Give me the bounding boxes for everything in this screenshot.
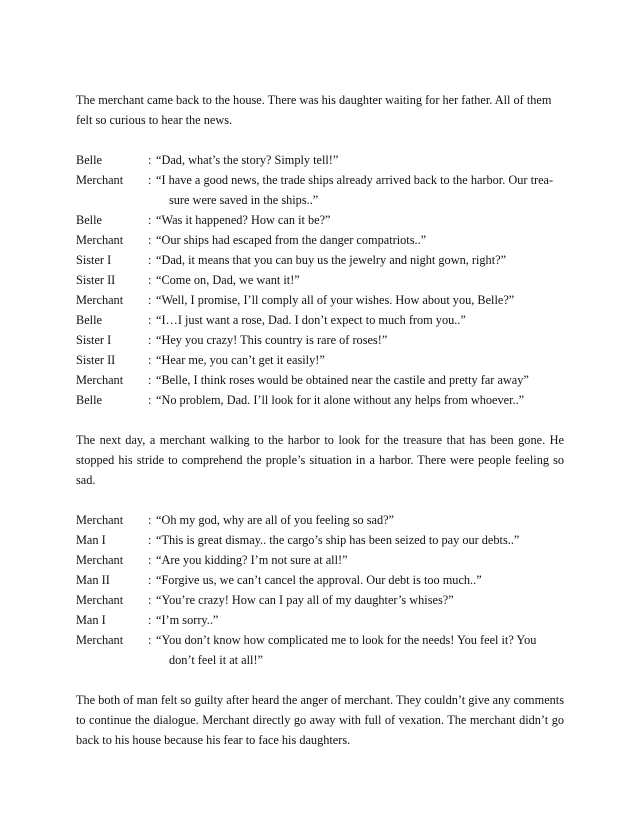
dialogue-line xyxy=(76,250,564,270)
speaker-name: Sister II xyxy=(76,273,116,287)
speech-text xyxy=(156,530,564,550)
speaker-colon: : xyxy=(148,533,152,547)
speech-line: “Our ships had escaped from the danger compatriots..” xyxy=(156,233,427,247)
speaker-name: Man I xyxy=(76,613,106,627)
dialogue-line xyxy=(76,310,564,330)
dialogue-line xyxy=(76,210,564,230)
speaker-name: Merchant xyxy=(76,233,124,247)
speaker-colon: : xyxy=(148,593,152,607)
next-day-paragraph: The next day, a merchant walking to the harbor to look for the treasure that has been gone. He stopped his stride to comprehend the prople’s situation in a harbor. There were people feeling so sad. xyxy=(76,433,564,487)
speaker-colon: : xyxy=(148,513,152,527)
dialogue-line xyxy=(76,270,564,290)
speech-text xyxy=(156,510,564,530)
speech-line: “Belle, I think roses would be obtained near the castile and pretty far away” xyxy=(156,373,529,387)
dialogue-line xyxy=(76,290,564,310)
speaker-colon: : xyxy=(148,573,152,587)
speech-text xyxy=(156,170,564,210)
speech-line: “Was it happened? How can it be?” xyxy=(156,213,331,227)
speech-text xyxy=(156,310,564,330)
speaker-name: Sister II xyxy=(76,353,116,367)
speech-text xyxy=(156,210,564,230)
speech-continuation: sure were saved in the ships..” xyxy=(169,193,319,207)
dialogue-block-harbor xyxy=(76,510,564,670)
speech-line: “Dad, what’s the story? Simply tell!” xyxy=(156,153,339,167)
speech-text xyxy=(156,250,564,270)
dialogue-line xyxy=(76,630,564,670)
speech-text xyxy=(156,350,564,370)
speech-text xyxy=(156,150,564,170)
speaker-colon: : xyxy=(148,213,152,227)
speaker-colon: : xyxy=(148,373,152,387)
speech-text xyxy=(156,330,564,350)
document-page xyxy=(76,90,564,750)
speaker-name: Belle xyxy=(76,393,102,407)
speech-line: “No problem, Dad. I’ll look for it alone without any helps from whoever..” xyxy=(156,393,525,407)
speech-line: “I’m sorry..” xyxy=(156,613,219,627)
speech-line: “I have a good news, the trade ships already arrived back to the harbor. Our trea- xyxy=(156,173,554,187)
speech-text xyxy=(156,230,564,250)
dialogue-line xyxy=(76,350,564,370)
speaker-name: Sister I xyxy=(76,333,112,347)
speaker-name: Man II xyxy=(76,573,110,587)
speaker-colon: : xyxy=(148,273,152,287)
speech-text xyxy=(156,610,564,630)
dialogue-line xyxy=(76,330,564,350)
speaker-colon: : xyxy=(148,633,152,647)
spacer xyxy=(76,410,564,430)
speaker-name: Merchant xyxy=(76,293,124,307)
speaker-colon: : xyxy=(148,293,152,307)
ending-paragraph: The both of man felt so guilty after heard the anger of merchant. They couldn’t give any comments to continue the dialogue. Merchant directly go away with full of vexation. The merchant didn’t go back to his house because his fear to face his daughters. xyxy=(76,693,564,747)
spacer xyxy=(76,670,564,690)
speaker-colon: : xyxy=(148,233,152,247)
speaker-colon: : xyxy=(148,173,152,187)
speech-text xyxy=(156,290,564,310)
spacer xyxy=(76,130,564,150)
speaker-name: Merchant xyxy=(76,373,124,387)
speaker-colon: : xyxy=(148,353,152,367)
speaker-name: Belle xyxy=(76,313,102,327)
speech-continuation: don’t feel it at all!” xyxy=(169,653,264,667)
speaker-colon: : xyxy=(148,553,152,567)
dialogue-line xyxy=(76,530,564,550)
speech-line: “Well, I promise, I’ll comply all of your wishes. How about you, Belle?” xyxy=(156,293,515,307)
speaker-name: Man I xyxy=(76,533,106,547)
speaker-name: Belle xyxy=(76,213,102,227)
speaker-name: Merchant xyxy=(76,173,124,187)
speech-line: “Hear me, you can’t get it easily!” xyxy=(156,353,325,367)
speech-line: “Come on, Dad, we want it!” xyxy=(156,273,300,287)
speech-text xyxy=(156,630,564,670)
speech-line: “You’re crazy! How can I pay all of my daughter’s whises?” xyxy=(156,593,454,607)
speaker-colon: : xyxy=(148,393,152,407)
speech-text xyxy=(156,590,564,610)
speech-line: “Oh my god, why are all of you feeling so sad?” xyxy=(156,513,395,527)
speaker-name: Merchant xyxy=(76,513,124,527)
speech-line: “Are you kidding? I’m not sure at all!” xyxy=(156,553,348,567)
dialogue-line xyxy=(76,590,564,610)
speech-text xyxy=(156,570,564,590)
speaker-colon: : xyxy=(148,153,152,167)
speaker-name: Belle xyxy=(76,153,102,167)
dialogue-line xyxy=(76,230,564,250)
speech-line: “I…I just want a rose, Dad. I don’t expect to much from you..” xyxy=(156,313,466,327)
speech-line: “You don’t know how complicated me to look for the needs! You feel it? You xyxy=(156,633,537,647)
speech-line: “Dad, it means that you can buy us the jewelry and night gown, right?” xyxy=(156,253,507,267)
speaker-colon: : xyxy=(148,313,152,327)
speaker-name: Merchant xyxy=(76,633,124,647)
dialogue-block-home xyxy=(76,150,564,410)
speech-text xyxy=(156,370,564,390)
speaker-name: Merchant xyxy=(76,593,124,607)
speaker-colon: : xyxy=(148,613,152,627)
dialogue-line xyxy=(76,550,564,570)
speech-line: “Forgive us, we can’t cancel the approval. Our debt is too much..” xyxy=(156,573,482,587)
dialogue-line xyxy=(76,390,564,410)
speech-text xyxy=(156,550,564,570)
speech-line: “Hey you crazy! This country is rare of roses!” xyxy=(156,333,388,347)
speaker-colon: : xyxy=(148,333,152,347)
dialogue-line xyxy=(76,170,564,210)
speech-line: “This is great dismay.. the cargo’s ship has been seized to pay our debts..” xyxy=(156,533,520,547)
intro-paragraph: The merchant came back to the house. There was his daughter waiting for her father. All of them felt so curious to hear the news. xyxy=(76,93,552,127)
dialogue-line xyxy=(76,370,564,390)
speaker-name: Sister I xyxy=(76,253,112,267)
speech-text xyxy=(156,390,564,410)
dialogue-line xyxy=(76,150,564,170)
speech-text xyxy=(156,270,564,290)
dialogue-line xyxy=(76,510,564,530)
speaker-colon: : xyxy=(148,253,152,267)
spacer xyxy=(76,490,564,510)
dialogue-line xyxy=(76,570,564,590)
speaker-name: Merchant xyxy=(76,553,124,567)
dialogue-line xyxy=(76,610,564,630)
